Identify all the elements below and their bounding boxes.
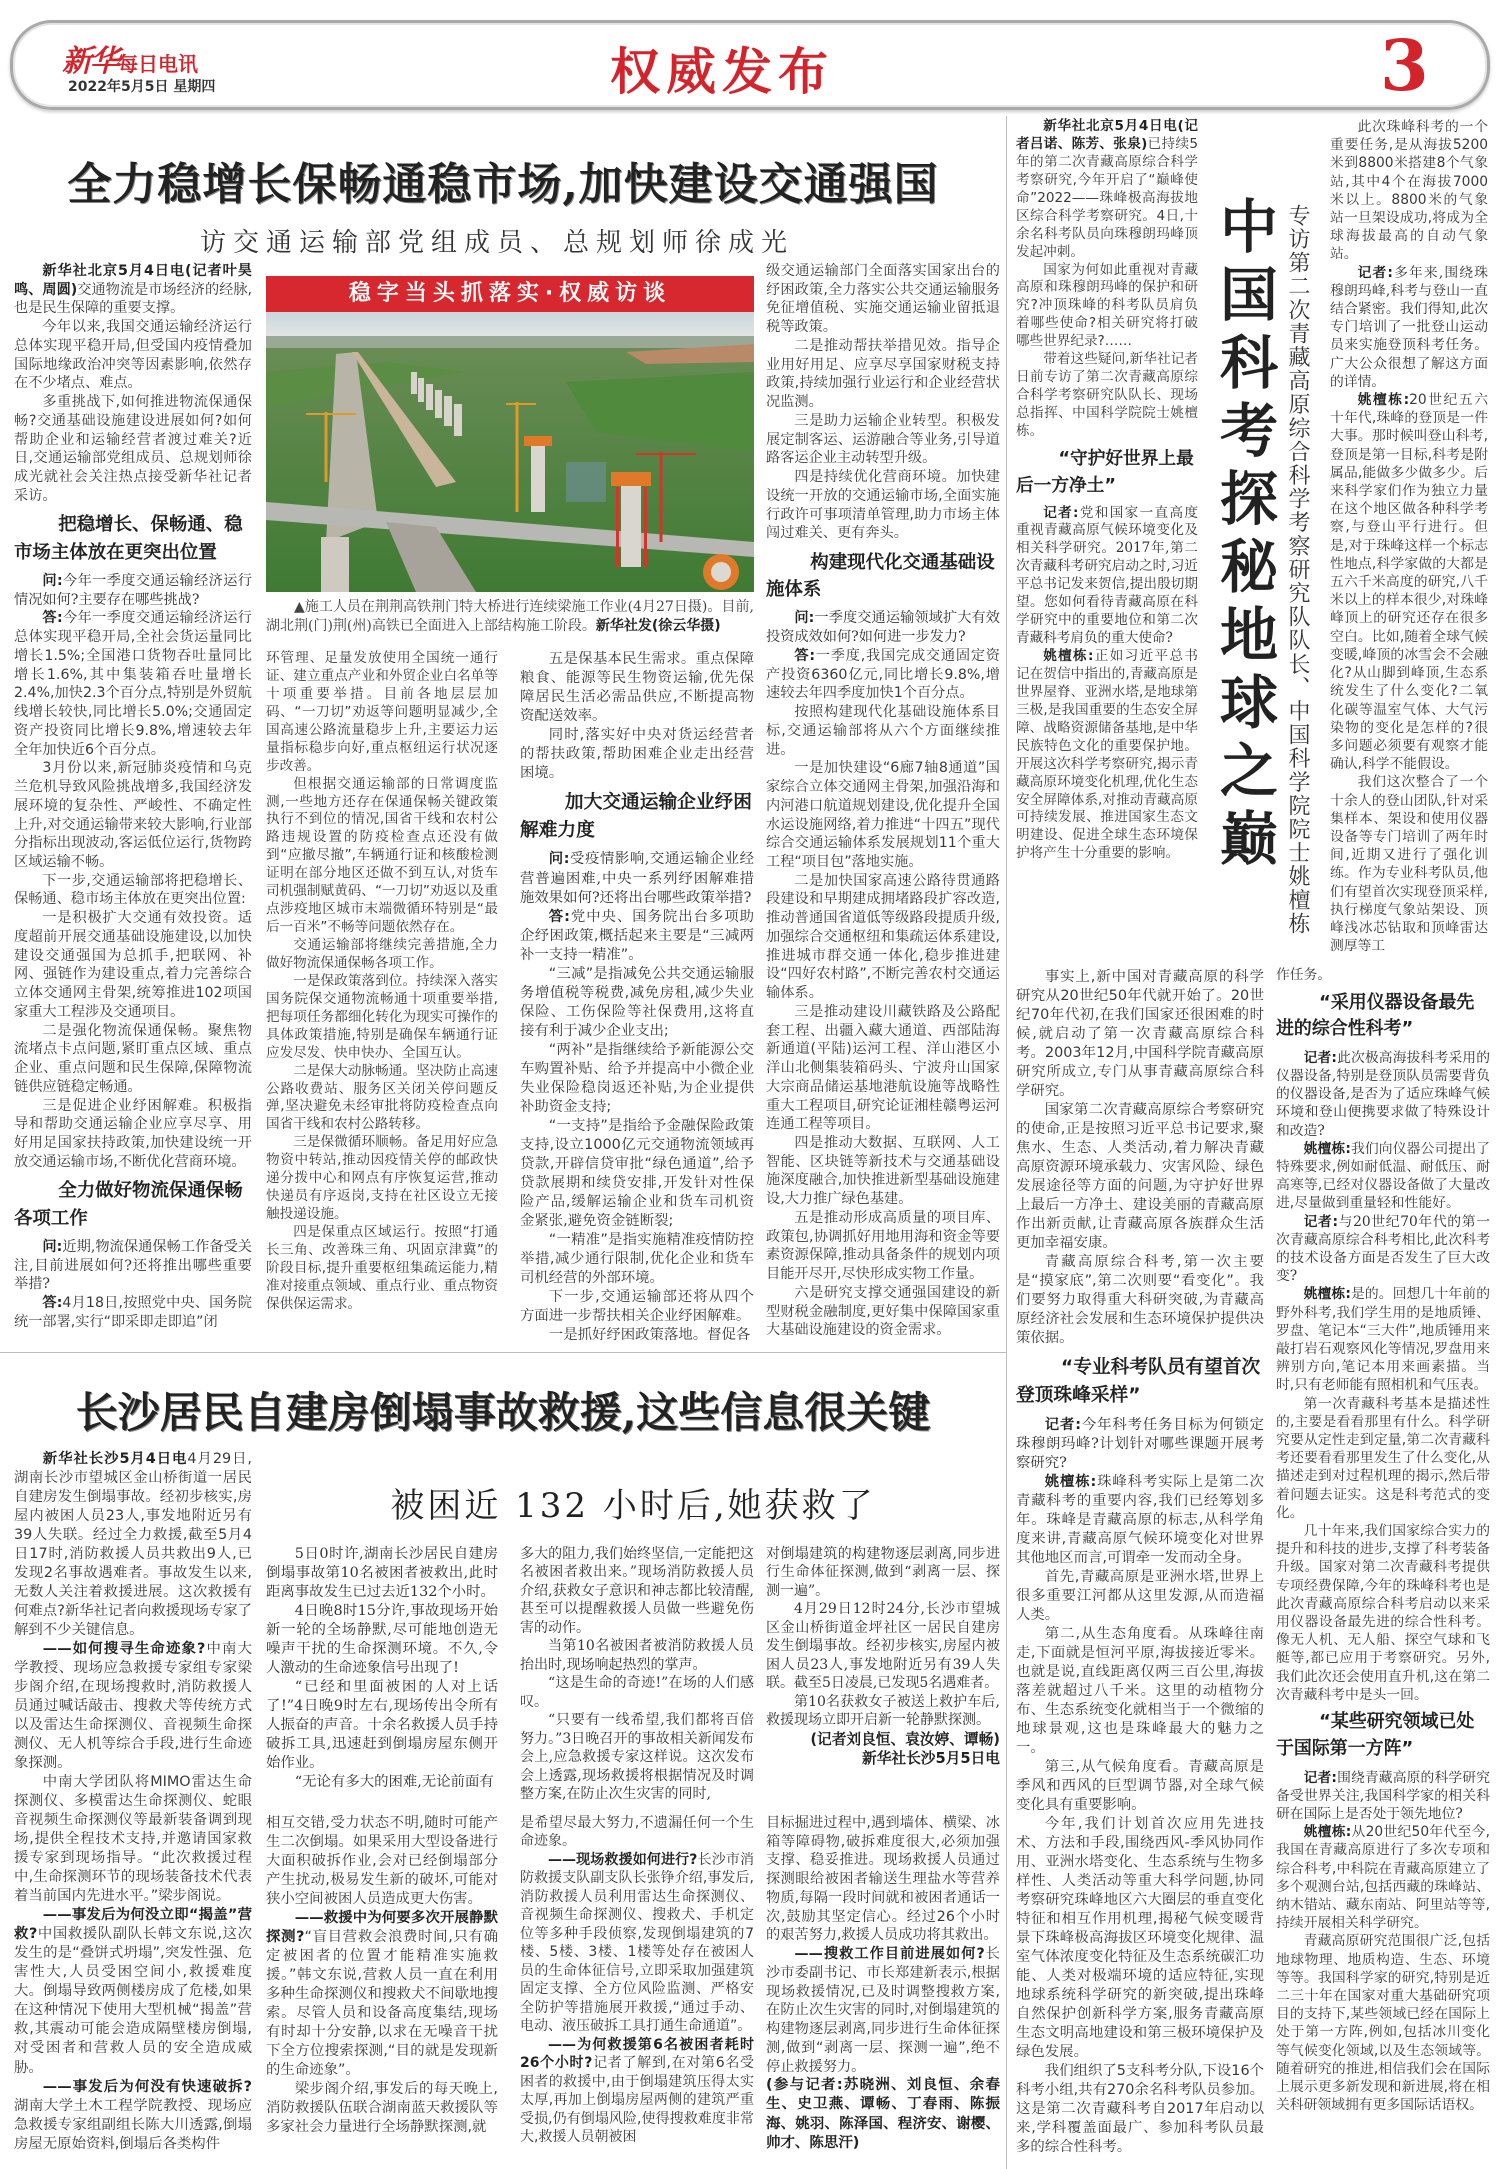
paragraph-text: 带着这些疑问,新华社记者日前专访了第二次青藏高原综合科学考察研究队队长、现场总指挥、中国科学院院士姚檀栋。: [1016, 351, 1198, 439]
paragraph-text: 五是推动形成高质量的项目库、政策包,协调抓好用地用海和资金等要素资源保障,推动具备条件的规划内项目能开尽开,尽快形成实物工作量。: [766, 1209, 1000, 1283]
paragraph-text: 4月29日,湖南长沙市望城区金山桥街道一居民自建房发生倒塌事故。经初步核实,房屋内被困人员23人,事发地附近另有39人失联。经过全力救援,截至5月4日17时,消防救援人员共救出9人,已发现2名事故遇难者。事故发生以来,无数人关注着救援进展。这次救援有何难点?新华社记者向救援现场专家了解到不少关键信息。: [14, 1451, 252, 1639]
paragraph-lead: 记者:: [1303, 1213, 1339, 1230]
paragraph-text: 今年以来,我国交通运输经济运行总体实现平稳开局,但受国内疫情叠加国际地缘政治冲突等因素影响,依然存在不少堵点、难点。: [14, 319, 252, 392]
paragraph-text: 二是强化物流保通保畅。聚焦物流堵点卡点问题,紧盯重点区域、重点企业、重点问题和民生保障,保障物流链供应链稳定畅通。: [14, 1022, 252, 1095]
paragraph: [14, 1640, 252, 1773]
paragraph-lead: 答:: [548, 908, 570, 925]
paragraph-text: 是的。回想几十年前的野外科考,我们学生用的是地质锤、罗盘、笔记本“三大件”,地质锤用来敲打岩石观察风化等情况,罗盘用来辨别方向,笔记本用来画素描。当时,只有老师能有照相机和气压表。: [1276, 1286, 1490, 1394]
bottom-article-column-3: [520, 1814, 754, 2160]
paragraph: [766, 337, 1000, 412]
paragraph-text: 下一步,交通运输部还将从四个方面进一步帮扶相关企业纾困解难。: [520, 1288, 754, 1324]
paragraph: [520, 1326, 754, 1345]
paragraph-text: 几十年来,我们国家综合实力的提升和科技的进步,支撑了科考装备升级。国家对第二次青藏科考提供专项经费保障,今年的珠峰科考也是此次青藏高原综合科考启动以来采用仪器设备最先进的综合性科考。像无人机、无人船、探空气球和飞艇等,都已应用于考察研究。另外,我们此次还会使用直升机,这在第二次青藏科考中是头一回。: [1276, 1523, 1490, 1703]
feature-column-lead: [1016, 118, 1198, 908]
paragraph: [766, 1693, 1000, 1730]
paragraph-text: 三是促进企业纾困解难。积极指导和帮助交通运输企业应享尽享、用好用足国家扶持政策,加快建设统一开放交通运输市场,不断优化营商环境。: [14, 1097, 252, 1170]
sidebar-story-title: 被困近 132 小时后,她获救了: [390, 1486, 876, 1526]
paragraph-text: 多年来,围绕珠穆朗玛峰,科考与登山一直结合紧密。我们得知,此次专门培训了一批登山运动员来实施登顶科考任务。广大公众很想了解这方面的详情。: [1330, 264, 1488, 390]
paragraph: [14, 318, 252, 393]
paragraph-text: 构建现代化交通基础设施体系: [766, 551, 995, 601]
paragraph-text: “采用仪器设备最先进的综合性科考”: [1276, 991, 1475, 1040]
paragraph-text: 5日0时许,湖南长沙居民自建房倒塌事故第10名被困者被救出,此时距离事故发生已过去近132个小时。: [266, 1546, 498, 1601]
paragraph-text: 与20世纪70年代的第一次青藏高原综合科考相比,此次科考的技术设备方面是否发生了巨大改变?: [1276, 1213, 1490, 1285]
paragraph: [266, 1224, 498, 1314]
paragraph-text: 一是抓好纾困政策落地。督促各: [548, 1326, 751, 1343]
paragraph: [520, 850, 754, 907]
paragraph-text: “三减”是指减免公共交通运输服务增值税等税费,减免房租,减少失业保险、工伤保险等社保费用,这将直接有利于减少企业支出;: [520, 965, 754, 1039]
paragraph-text: 新华社长沙5月5日电: [862, 1750, 1000, 1768]
paragraph-text: 20世纪五六十年代,珠峰的登顶是一件大事。那时候叫登山科考,登顶是第一目标,科考是附属品,能做多少做多少。后来科学家们作为独立力量在这个地区做各种科学考察,与登山平行进行。但是,对于珠峰这样一个标志性地点,科学家做的大都是五六千米高度的研究,八千米以上的样本很少,对珠峰峰顶上的研究还存在很多空白。比如,随着全球气候变暖,峰顶的冰雪会不会融化?从山脚到峰顶,生态系统发生了什么变化?二氧化碳等温室气体、大气污染物的变化是怎样的?很多问题必须要有观察才能确认,科学不能假设。: [1330, 392, 1488, 773]
paragraph: [1016, 648, 1198, 863]
section-divider: [0, 1352, 1006, 1353]
paragraph-text: 青藏高原综合科考,第一次主要是“摸家底”,第二次则要“看变化”。我们要努力取得重大科研突破,为青藏高原经济社会发展和生态环境保护提供决策依据。: [1016, 1254, 1264, 1347]
paragraph: [1016, 351, 1198, 441]
paragraph-text: 中南大学教授、现场应急救援专家组专家梁步阁介绍,在现场搜救时,消防救援人员通过喊话敲击、搜救犬等传统方式以及雷达生命探测仪、音视频生命探测仪、无人机等综合手段,进行生命迹象探测。: [14, 1641, 252, 1772]
paragraph-text: 首先,青藏高原是亚洲水塔,世界上很多重要江河都从这里发源,从而造福人类。: [1016, 1568, 1264, 1623]
paragraph: [766, 1134, 1000, 1209]
paragraph-text: 交通运输部将继续完善措施,全力做好物流保通保畅各项工作。: [266, 937, 498, 971]
paragraph-text: 环管理、足量发放使用全国统一通行证、建立重点产业和外贸企业白名单等十项重要举措。目前各地层层加码、“一刀切”劝返等问题明显减少,全国高速公路流量稳步上升,主要运力运量指标稳步向好,重点枢纽运行状况逐步改善。: [266, 650, 498, 774]
paragraph-text: 一季度,我国完成交通固定资产投资6360亿元,同比增长9.8%,增速较去年四季度加快1个百分点。: [766, 647, 1000, 702]
paragraph-text: 从20世纪50年代至今,我国在青藏高原进行了多次专项和综合科考,中科院在青藏高原建立了多个观测台站,包括西藏的珠峰站、纳木错站、藏东南站、阿里站等等,持续开展相关科学研究。: [1276, 1824, 1490, 1932]
paragraph-text: “盲目营救会浪费时间,只有确定被困者的位置才能精准实施救援。”韩文东说,营救人员一直在利用多种生命探测仪和搜救犬不间歇地搜索。尽管人员和设备高度集结,现场有时却十分安静,以求在无噪音干扰下全方位搜索探测,“目的就是发现新的生命迹象”。: [266, 1929, 498, 2079]
paragraph-text: 五是保基本民生需求。重点保障粮食、能源等民生物资运输,优先保障居民生活必需品供应,不断提高物资配送效率。: [520, 651, 754, 725]
subheading: [14, 1177, 252, 1232]
logo-brand-small: 每日电讯: [118, 52, 198, 76]
paragraph: [14, 1238, 252, 1294]
paragraph-text: 梁步阁介绍,事发后的每天晚上,消防救援队伍联合湖南蓝天救援队等多家社会力量进行全场静默探测,就: [266, 2081, 498, 2136]
paragraph-text: 中国救援队副队长韩文东说,这次发生的是“叠饼式坍塌”,突发性强、危害性大,人员受困空间小,救援难度大。倒塌导致两侧楼房成了危楼,如果在这种情况下使用大型机械“揭盖”营救,其震动可能会造成隔壁楼房倒塌,对受困者和营救人员的安全造成威胁。: [14, 1926, 253, 2076]
byline: [766, 1730, 1000, 1749]
paragraph-lead: 姚檀栋:: [1303, 1824, 1352, 1841]
paragraph-lead: 答:: [42, 610, 63, 627]
paragraph-text: 今年科考任务目标为何锁定珠穆朗玛峰?计划针对哪些课题开展考察研究?: [1016, 1416, 1264, 1471]
paragraph: [766, 1284, 1000, 1340]
paragraph-text: 二是推动帮扶举措见效。指导企业用好用足、应享尽享国家财税支持政策,持续加强行业运行和企业经营状况监测。: [766, 337, 1000, 411]
paragraph-text: (记者刘良恒、袁汝婷、谭畅): [810, 1730, 1000, 1748]
paragraph-text: “无论有多大的困难,无论前面有: [294, 1774, 494, 1791]
paragraph: [766, 1209, 1000, 1284]
paragraph: [766, 759, 1000, 871]
bottom-article-column-2: [266, 1814, 498, 2160]
paragraph-text: “专业科考队员有望首次登顶珠峰采样”: [1016, 1356, 1261, 1406]
paragraph: [1016, 1568, 1264, 1625]
paragraph-text: 湖南大学土木工程学院教授、现场应急救援专家组副组长陈大川透露,倒塌房屋无原始资料,倒塌后各类构件: [14, 2097, 252, 2152]
paragraph: [14, 1294, 252, 1331]
section-title: 权威发布: [610, 42, 834, 101]
paragraph-text: 今年一季度交通运输经济运行情况如何?主要存在哪些挑战?: [14, 572, 252, 608]
paragraph: [766, 468, 1000, 543]
paragraph: [14, 2078, 252, 2154]
paragraph-text: “只要有一线希望,我们都将百倍努力。”3日晚召开的事故相关新闻发布会上,应急救援专家这样说。这次发布会上透露,现场救援将根据情况及时调整方案,在防止次生灾害的同时,: [520, 1712, 754, 1803]
paragraph-lead: 记者:: [1357, 264, 1393, 281]
paragraph: [266, 1602, 498, 1678]
paragraph-text: 六是研究支撑交通强国建设的新型财税金融制度,更好集中保障国家重大基础设施建设的资金需求。: [766, 1284, 1000, 1339]
paragraph: [1016, 1815, 1264, 2062]
subheading: [1276, 1709, 1490, 1763]
paragraph: [520, 1637, 754, 1674]
paragraph-text: 目标掘进过程中,遇到墙体、横梁、冰箱等障碍物,破拆难度很大,必须加强支撑、稳妥推进。现场救援人员通过探测眼给被困者输送生理盐水等营养物质,每隔一段时间就和被困者通话一次,鼓励其坚定信心。经过26个小时的艰苦努力,救援人员成功将其救出。: [766, 1815, 1000, 1944]
paragraph-text: 今年,我们计划首次应用先进技术、方法和手段,围绕西风-季风协同作用、亚洲水塔变化、生态系统与生物多样性、人类活动等重大科学问题,协同考察研究珠峰地区六大圈层的垂直变化特征和相互作用机理,揭秘气候变暖背景下珠峰极高海拔区环境变化规律、温室气体浓度变化特征及生态系统碳汇功能、人类对极端环境的适应特征,实现地球系统科学研究的新突破,提出珠峰自然保护创新科学方案,服务青藏高原生态文明高地建设和第三极环境保护及绿色发展。: [1016, 1816, 1264, 2061]
feature-title: 中国科考探秘地球之巅: [1210, 196, 1278, 876]
feature-column-left: [1016, 968, 1264, 2160]
paragraph: [766, 1945, 1000, 2076]
paragraph: [14, 262, 252, 318]
bottom-article-column-4: [766, 1814, 1000, 2160]
paragraph-text: 三是助力运输企业转型。积极发展定制客运、运游融合等业务,引导道路客运企业主动转型升级。: [766, 412, 1000, 467]
bottom-article-column-1: [14, 1450, 252, 2160]
paragraph-text: 长沙市消防救援支队副支队长张铮介绍,事发后,消防救援人员利用雷达生命探测仪、音视频生命探测仪、搜救犬、手机定位等多种手段侦察,发现倒塌建筑的7楼、5楼、3楼、1楼等处存在被困人员的生命体征信号,立即采取加强建筑固定支撑、全方位风险监测、严格安全防护等措施展开救援,“通过手动、电动、液压破拆工具打通生命通道”。: [520, 1851, 754, 2035]
paragraph-lead: ——为何救援第6名被困者耗时26个小时?: [520, 2036, 754, 2072]
paragraph: [766, 703, 1000, 759]
paragraph: [520, 650, 754, 726]
paragraph-lead: 答:: [42, 1295, 63, 1312]
paragraph-text: (参与记者:苏晓洲、刘良恒、余春生、史卫燕、谭畅、丁春雨、陈振海、姚羽、陈泽国、程济安、谢樱、帅才、陈思汗): [766, 2077, 1000, 2151]
paragraph-text: 围绕青藏高原的科学研究备受世界关注,我国科学家的相关科研在国际上是否处于领先地位?: [1276, 1769, 1491, 1823]
paragraph-text: 把稳增长、保畅通、稳市场主体放在更突出位置: [14, 514, 243, 563]
paragraph-text: 正如习近平总书记在贺信中指出的,青藏高原是世界屋脊、亚洲水塔,是地球第三极,是我国重要的生态安全屏障、战略资源储备基地,是中华民族特色文化的重要保护地。开展这次科学考察研究,揭示青藏高原环境变化机理,优化生态安全屏障体系,对推动青藏高原可持续发展、推进国家生态文明建设、促进全球生态环境保护将产生十分重要的影响。: [1016, 648, 1198, 862]
paragraph-text: 此次珠峰科考的一个重要任务,是从海拔5200米到8800米搭建8个气象站,其中4个在海拔7000米以上。8800米的气象站一旦架设成功,将成为全球海拔最高的自动气象站。: [1330, 119, 1488, 263]
paragraph-lead: 记者:: [1043, 504, 1079, 521]
paragraph: [1016, 2062, 1264, 2157]
photo-caption: [266, 598, 754, 636]
paragraph: [520, 2036, 754, 2147]
paragraph-lead: 姚檀栋:: [1303, 1286, 1351, 1303]
paragraph-lead: ——如何搜寻生命迹象?: [42, 1641, 206, 1658]
paragraph-text: 近期,物流保通保畅工作备受关注,目前进展如何?还将推出哪些重要举措?: [14, 1238, 252, 1293]
subheading: [1016, 1354, 1264, 1410]
paragraph: [1016, 968, 1264, 1101]
paragraph-text: 第10名获救女子被送上救护车后,救援现场立即开启新一轮静默探测。: [766, 1693, 1000, 1729]
paragraph: [766, 1545, 1000, 1600]
paragraph: [266, 1134, 498, 1224]
paragraph-text: 珠峰科考实际上是第二次青藏科考的重要内容,我们已经筹划多年。珠峰是青藏高原的标志,从科学角度来讲,青藏高原气候环境变化对世界其他地区而言,可谓牵一发而动全身。: [1016, 1473, 1264, 1566]
paragraph: [520, 1231, 754, 1288]
paragraph: [766, 412, 1000, 468]
paragraph-text: 事实上,新中国对青藏高原的科学研究从20世纪50年代就开始了。20世纪70年代初,在我们国家还很困难的时候,就启动了第一次青藏高原综合科考。2003年12月,中国科学院青藏高原研究所成立,专门从事青藏高原综合科学研究。: [1016, 969, 1264, 1100]
subheading: [14, 511, 252, 566]
paragraph: [766, 609, 1000, 646]
paragraph: [14, 572, 252, 609]
paragraph-lead: ——事发后为何没有快速破拆?: [42, 2078, 252, 2095]
paragraph: [520, 1041, 754, 1117]
paragraph-lead: ——现场救援如何进行?: [548, 1851, 698, 1868]
sidebar-story-column-1: [266, 1545, 498, 1803]
paragraph: [520, 726, 754, 783]
paragraph: [520, 1674, 754, 1711]
paragraph: [1276, 1395, 1490, 1522]
photo-credit: 新华社发(徐云华摄): [595, 618, 721, 634]
paragraph: [1276, 1823, 1490, 1932]
byline: [766, 1749, 1000, 1768]
paragraph-text: 第一次青藏科考基本是描述性的,主要是看看那里有什么。科学研究要从定性走到定量,第二次青藏科考还要看看那里发生了什么变化,从描述走到对过程机理的揭示,然后带着问题去证实。这是科考范式的变化。: [1276, 1395, 1490, 1521]
paragraph-text: 下一步,交通运输部将把稳增长、保畅通、稳市场主体放在更突出位置:: [14, 872, 252, 908]
top-article-headline: 全力稳增长保畅通稳市场,加快建设交通强国: [67, 159, 939, 210]
paragraph-text: 但根据交通运输部的日常调度监测,一些地方还存在保通保畅关键政策执行不到位的情况,国省干线和农村公路违规设置的防疫检查点还没有做到“应撤尽撤”,车辆通行证和核酸检测证明在部分地区还做不到互认,对货车司机强制赋黄码、“一刀切”劝返以及重点涉疫地区城市末端微循环特别是“最后一百米”不畅等问题依然存在。: [266, 775, 498, 936]
paragraph-text: 二是加快国家高速公路待贯通路段建设和早期建成拥堵路段扩容改造,推动普通国省道低等级路段提质升级,加强综合交通枢纽和集疏运体系建设,推进城市群交通一体化,稳步推进建设“四好农村路”,不断完善农村交通运输体系。: [766, 872, 1000, 1002]
paragraph-lead: 记者:: [1303, 1049, 1337, 1066]
paragraph-text: 记者了解到,在对第6名受困者的救援中,由于倒塌建筑压得太实太厚,再加上倒塌房屋两侧的建筑严重受损,仍有倒塌风险,使得搜救难度非常大,救援人员朝被困: [520, 2055, 755, 2145]
paragraph-text: “一支持”是指给予金融保险政策支持,设立1000亿元交通物流领域再贷款,开辟信贷审批“绿色通道”,给予贷款展期和续贷安排,开发针对性保险产品,缓解运输企业和货车司机资金紧张,避免资金链断裂;: [520, 1117, 754, 1229]
paragraph-text: 多重挑战下,如何推进物流保通保畅?交通基础设施建设进展如何?如何帮助企业和运输经营者渡过难关?近日,交通运输部党组成员、总规划师徐成光就社会关注热点接受新华社记者采访。: [14, 394, 252, 504]
feature-subtitle: 专访第二次青藏高原综合科学考察研究队队长、中国科学院院士姚檀栋: [1285, 204, 1310, 936]
paragraph-text: 中南大学团队将MIMO雷达生命探测仪、多模雷达生命探测仪、蛇眼音视频生命探测仪等最新装备调到现场,提供全程技术支持,并邀请国家救援专家到现场指导。“此次救援过程中,生命探测环节的现场装备技术代表着当前国内先进水平。”梁步阁说。: [14, 1774, 252, 1905]
paragraph: [1276, 1522, 1490, 1704]
paragraph: [14, 1450, 252, 1640]
paragraph-text: 按照构建现代化基础设施体系目标,交通运输部将从六个方面继续推进。: [766, 704, 1000, 758]
paragraph: [766, 647, 1000, 703]
paragraph-text: “这是生命的奇迹!”在场的人们感叹。: [520, 1675, 754, 1710]
paragraph: [266, 937, 498, 973]
bottom-article-headline: 长沙居民自建房倒塌事故救援,这些信息很关键: [75, 1388, 931, 1437]
paragraph: [1016, 118, 1198, 262]
paragraph-text: 四是持续优化营商环境。加快建设统一开放的交通运输市场,全面实施行政许可事项清单管理,助力市场主体闯过难关、更有奔头。: [766, 469, 1000, 542]
interview-banner: 稳字当头抓落实·权威访谈: [266, 276, 754, 312]
paragraph: [1016, 1473, 1264, 1568]
paragraph-text: 我们组织了5支科考分队,下设16个科考小组,共有270余名科考队员参加。这是第二次青藏科考自2017年启动以来,学科覆盖面最广、参加科考队员最多的综合性科考。: [1016, 2063, 1264, 2156]
paragraph: [1330, 773, 1488, 955]
paragraph-text: 二是保大动脉畅通。坚决防止高速公路收费站、服务区关闭关停问题反弹,坚决避免未经审批将防疫检查点向国省干线和农村公路转移。: [266, 1062, 498, 1133]
paragraph-text: 同时,落实好中央对货运经营者的帮扶政策,帮助困难企业走出经营困境。: [520, 727, 754, 782]
paragraph: [14, 909, 252, 1021]
paragraph-lead: 新华社北京5月4日电(记者叶昊鸣、周圆): [14, 263, 252, 298]
paragraph-text: 已持续5年的第二次青藏高原综合科学考察研究,今年开启了“巅峰使命”2022——珠峰极高海拔地区综合科学考察研究。4日,十余名科考队员向珠穆朗玛峰顶发起冲刺。: [1016, 135, 1198, 260]
paragraph: [1330, 118, 1488, 264]
paragraph: [1016, 505, 1198, 649]
paragraph: [1276, 1932, 1490, 2114]
top-article-column-1: [14, 262, 252, 1344]
paragraph-text: 第三,从气候角度看。青藏高原是季风和西风的巨型调节器,对全球气候变化具有重要影响。: [1016, 1758, 1264, 1813]
paragraph-lead: ——搜救工作目前进展如何?: [794, 1946, 985, 1963]
paragraph-lead: 问:: [42, 1238, 63, 1255]
paragraph-lead: 问:: [42, 572, 63, 589]
paragraph-text: 四是保重点区域运行。按照“打通长三角、改善珠三角、巩固京津冀”的阶段目标,提升重要枢纽集疏运能力,精准对接重点领域、重点行业、重点物资保供保运需求。: [266, 1224, 498, 1312]
paragraph: [1016, 1758, 1264, 1815]
paragraph-lead: 新华社长沙5月4日电: [42, 1451, 188, 1467]
paragraph-text: “已经和里面被困的人对上话了!”4日晚9时左右,现场传出令所有人振奋的声音。十余名救援人员手持破拆工具,迅速赶到倒塌房屋东侧开始作业。: [266, 1679, 498, 1772]
paragraph-lead: 姚檀栋:: [1357, 392, 1410, 409]
subheading: [1276, 990, 1490, 1044]
paragraph-text: 4月29日12时24分,长沙市望城区金山桥街道金坪社区一居民自建房发生倒塌事故。经初步核实,房屋内被困人员23人,事发地附近另有39人失联。截至5日凌晨,已发现5名遇难者。: [766, 1601, 1000, 1692]
paragraph-text: 国家为何如此重视对青藏高原和珠穆朗玛峰的保护和研究?冲顶珠峰的科考队员肩负着哪些使命?相关研究将打破哪些世界纪录?……: [1016, 261, 1198, 350]
paragraph: [14, 1022, 252, 1097]
top-article-column-4: [766, 262, 1000, 1344]
paragraph-lead: 新华社北京5月4日电(记者吕诺、陈芳、张泉): [1016, 118, 1198, 152]
paragraph-lead: 记者:: [1044, 1416, 1082, 1433]
paragraph-text: 三是保微循环顺畅。备足用好应急物资中转站,推动因疫情关停的邮政快递分拨中心和网点有序恢复运营,推动快递员有序返岗,支持在社区设立无接触投递设施。: [266, 1134, 498, 1223]
top-article-subtitle: 访交通运输部党组成员、总规划师徐成光: [200, 228, 795, 258]
paragraph: [14, 393, 252, 505]
feature-column-right-top: [1330, 118, 1488, 966]
paragraph-text: 交通物流是市场经济的经脉,也是民生保障的重要支撑。: [14, 281, 253, 317]
paragraph: [1330, 264, 1488, 391]
subheading: [766, 549, 1000, 604]
paragraph-text: 4月18日,按照党中央、国务院统一部署,实行“即采即走即追”闭: [14, 1295, 252, 1330]
paragraph-text: 今年一季度交通运输经济运行总体实现平稳开局,全社会货运量同比增长1.5%;全国港口货物吞吐量同比增长1.6%,其中集装箱吞吐量增长2.4%,加快2.3个百分点,特别是外贸航线增长较快,同比增长5.0%;交通固定资产投资同比增长9.8%,增速较去年全年加快近6个百分点。: [14, 610, 252, 758]
paragraph: [14, 759, 252, 871]
paragraph-text: “某些研究领域已处于国际第一方阵”: [1276, 1711, 1475, 1760]
paragraph: [766, 872, 1000, 1003]
paragraph-text: “两补”是指继续给予新能源公交车购置补贴、给予并提高中小微企业失业保险稳岗返还补贴,为企业提供补助资金支持;: [520, 1041, 754, 1115]
paragraph: [266, 1063, 498, 1135]
paragraph: [1276, 1213, 1490, 1286]
paragraph-text: 相互交错,受力状态不明,随时可能产生二次倒塌。如果采用大型设备进行大面积破拆作业,会对已经倒塌部分产生扰动,极易发生新的破坏,可能对狭小空间被困人员造成更大伤害。: [266, 1815, 498, 1908]
paragraph-text: 加大交通运输企业纾困解难力度: [520, 791, 752, 841]
paragraph-text: 此次极高海拔科考采用的仪器设备,特别是登顶队员需要背负的仪器设备,是否为了适应珠峰气候环境和登山便携要求做了特殊设计和改造?: [1276, 1049, 1491, 1139]
paragraph: [266, 1545, 498, 1602]
paragraph-text: 多大的阻力,我们始终坚信,一定能把这名被困者救出来。”现场消防救援人员介绍,获救女子意识和神志都比较清醒,甚至可以提醒救援人员做一些避免伤害的动作。: [520, 1546, 754, 1636]
paragraph: [266, 650, 498, 776]
paragraph: [266, 973, 498, 1063]
paragraph-text: 是希望尽最大努力,不遗漏任何一个生命迹象。: [520, 1815, 754, 1850]
paragraph-lead: ——事发后为何没立即“揭盖”营救?: [14, 1907, 252, 1943]
paragraph-lead: 姚檀栋:: [1303, 1140, 1351, 1157]
paragraph: [1330, 391, 1488, 773]
paragraph-text: 我们这次整合了一个十余人的登山团队,针对采集样本、架设和使用仪器设备等专门培训了两年时间,近期又进行了强化训练。作为专业科考队员,他们有望首次实现登顶采样,执行梯度气象站架设、顶峰浅冰芯钻取和顶峰雷达测厚等工: [1330, 774, 1488, 955]
paragraph-text: 一季度交通运输领域扩大有效投资成效如何?如何进一步发力?: [766, 610, 1000, 646]
paragraph-lead: 答:: [794, 647, 816, 664]
paragraph: [266, 1773, 498, 1792]
paragraph: [266, 2080, 498, 2137]
paragraph: [1276, 966, 1490, 984]
paragraph: [1276, 1049, 1490, 1140]
paragraph-lead: 姚檀栋:: [1044, 1473, 1097, 1490]
paragraph: [766, 1600, 1000, 1692]
paragraph: [1016, 262, 1198, 352]
paragraph: [1016, 1416, 1264, 1473]
issue-date: 2022年5月5日 星期四: [68, 79, 216, 95]
paragraph: [766, 1003, 1000, 1134]
sidebar-story-column-3: [766, 1545, 1000, 1807]
paragraph: [1016, 1101, 1264, 1253]
paragraph: [766, 262, 1000, 337]
paragraph: [14, 1097, 252, 1172]
paragraph: [1276, 1140, 1490, 1213]
paragraph-text: 当第10名被困者被消防救援人员抬出时,现场响起热烈的掌声。: [520, 1638, 754, 1673]
paragraph-text: 4日晚8时15分许,事故现场开始新一轮的全场静默,尽可能地创造无噪声干扰的生命探测环境。不久,令人激动的生命迹象信号出现了!: [266, 1603, 498, 1677]
page-number: 3: [1380, 24, 1429, 107]
aerial-railway-construction-image: [266, 312, 754, 592]
paragraph: [1016, 1625, 1264, 1758]
paragraph-lead: 记者:: [1303, 1769, 1337, 1786]
top-article-column-3: [520, 650, 754, 1344]
paragraph-lead: 问:: [548, 851, 570, 868]
paragraph-text: 全力做好物流保通保畅各项工作: [14, 1179, 243, 1229]
paragraph: [14, 609, 252, 759]
paragraph: [266, 776, 498, 937]
subheading: [520, 789, 754, 845]
paragraph-text: 一是积极扩大交通有效投资。适度超前开展交通基础设施建设,以加快建设交通强国为总抓手,把联网、补网、强链作为建设重点,着力完善综合立体交通网主骨架,统筹推进102项国家重大工程涉及交通项目。: [14, 910, 252, 1020]
paragraph-text: 作任务。: [1276, 967, 1332, 983]
paragraph: [520, 1851, 754, 2036]
paragraph: [1276, 1285, 1490, 1394]
newspaper-logo: [62, 36, 198, 80]
paragraph: [520, 1711, 754, 1803]
paragraph-text: 我们向仪器公司提出了特殊要求,例如耐低温、耐低压、耐高寒等,已经对仪器设备做了大量改进,尽量做到重量轻和性能好。: [1276, 1140, 1490, 1212]
paragraph-text: 对倒塌建筑的构建物逐层剥离,同步进行生命体征探测,做到“剥离一层、探测一遍”。: [766, 1546, 1000, 1599]
paragraph-text: 一是加快建设“6廊7轴8通道”国家综合立体交通网主骨架,加强沿海和内河港口航道规划建设,优化提升全国水运设施网络,着力推进“十四五”现代综合交通运输体系发展规划11个重大工程“项目包”落地实施。: [766, 760, 1000, 870]
paragraph-text: 国家第二次青藏高原综合考察研究的使命,正是按照习近平总书记要求,聚焦水、生态、人类活动,着力解决青藏高原资源环境承载力、灾害风险、绿色发展途径等方面的问题,为守护好世界上最后一方净土、建设美丽的青藏高原作出新贡献,让青藏高原各族群众生活更加幸福安康。: [1016, 1102, 1264, 1252]
paragraph-lead: 姚檀栋:: [1043, 648, 1094, 665]
paragraph-text: 长沙市委副书记、市长郑建新表示,根据现场救援情况,已及时调整搜救方案,在防止次生灾害的同时,对倒塌建筑的构建物逐层剥离,同步进行生命体征探测,做到“剥离一层、探测一遍”,绝不停止救援努力。: [766, 1946, 1000, 2075]
paragraph: [14, 872, 252, 909]
paragraph-text: 第二,从生态角度看。从珠峰往南走,下面就是恒河平原,海拔接近零米。也就是说,直线距离仅两三百公里,海拔落差就超过八千米。这里的动植物分布、生态系统变化就相当于一个微缩的地球景观,这也是珠峰最大的魅力之一。: [1016, 1625, 1264, 1756]
paragraph: [766, 1814, 1000, 1945]
paragraph: [1016, 1253, 1264, 1348]
paragraph: [266, 1678, 498, 1773]
paragraph: [14, 1773, 252, 1906]
construction-photo: [266, 276, 754, 592]
paragraph-lead: ——救援中为何要多次开展静默探测?: [266, 1910, 498, 1946]
paragraph-text: 三是推动建设川藏铁路及公路配套工程、出疆入藏大通道、西部陆海新通道(平陆)运河工程、洋山港区小洋山北侧集装箱码头、宁波舟山国家大宗商品储运基地港航设施等战略性重大工程项目,研究论证湘桂赣粤运河连通工程等项目。: [766, 1003, 1000, 1133]
paragraph: [266, 1909, 498, 2080]
paragraph: [520, 1545, 754, 1637]
paragraph-text: 受疫情影响,交通运输企业经营普遍困难,中央一系列纾困解难措施效果如何?还将出台哪些政策举措?: [520, 851, 754, 906]
paragraph-text: 级交通运输部门全面落实国家出台的纾困政策,全力落实公共交通运输服务免征增值税、实施交通运输业留抵退税等政策。: [766, 263, 1000, 336]
paragraph: [520, 1814, 754, 1851]
column-divider: [1006, 116, 1007, 2169]
paragraph: [520, 1288, 754, 1326]
top-article-column-2: [266, 650, 498, 1344]
paragraph-text: “一精准”是指实施精准疫情防控举措,减少通行限制,优化企业和货车司机经营的外部环境。: [520, 1231, 754, 1286]
paragraph-lead: 问:: [794, 610, 815, 627]
byline: [766, 2076, 1000, 2152]
paragraph-text: “守护好世界上最后一方净土”: [1016, 449, 1194, 496]
paragraph-text: 一是保政策落到位。持续深入落实国务院保交通物流畅通十项重要举措,把每项任务都细化转化为现实可操作的具体政策措施,特别是确保车辆通行证应发尽发、快申快办、全国互认。: [266, 972, 498, 1061]
paragraph-text: 3月份以来,新冠肺炎疫情和乌克兰危机导致风险挑战增多,我国经济发展环境的复杂性、严峻性、不确定性上升,对交通运输带来较大影响,行业部分指标出现波动,客运低位运行,货物跨区域运输不畅。: [14, 760, 252, 870]
paragraph: [520, 965, 754, 1041]
sidebar-story-column-2: [520, 1545, 754, 1803]
paragraph: [14, 1906, 252, 2077]
photo-caption-text: ▲施工人员在荆荆高铁荆门特大桥进行连续梁施工作业(4月27日摄)。目前,湖北荆(门)荆(州)高铁已全面进入上部结构施工阶段。: [266, 599, 754, 634]
logo-brand-big: 新华: [62, 44, 118, 79]
paragraph: [1276, 1769, 1490, 1824]
paragraph-text: 四是推动大数据、互联网、人工智能、区块链等新技术与交通基础设施深度融合,加快推进新型基础设施建设,大力推广绿色基建。: [766, 1134, 1000, 1208]
paragraph-text: 党中央、国务院出台多项助企纾困政策,概括起来主要是“三减两补一支持一精准”。: [520, 908, 754, 963]
paragraph-text: 青藏高原研究范围很广泛,包括地球物理、地质构造、生态、环境等等。我国科学家的研究,特别是近二三十年在国家对重大基础研究项目的支持下,某些领域已经在国际上处于第一方阵,例如,包括冰川变化等气候变化领域,以及生态领域等。随着研究的推进,相信我们会在国际上展示更多新发现和新进展,将在相关科研领域拥有更多国际话语权。: [1276, 1933, 1490, 2114]
paragraph: [266, 1814, 498, 1909]
paragraph: [520, 1117, 754, 1231]
paragraph: [520, 908, 754, 965]
paragraph-text: 党和国家一直高度重视青藏高原气候环境变化及相关科学研究。2017年,第二次青藏科考研究启动之时,习近平总书记发来贺信,提出殷切期望。您如何看待青藏高原在科学研究中的重要地位和第二次青藏科考肩负的重大使命?: [1016, 504, 1198, 647]
feature-column-right: [1276, 966, 1490, 2160]
subheading: [1016, 446, 1198, 499]
